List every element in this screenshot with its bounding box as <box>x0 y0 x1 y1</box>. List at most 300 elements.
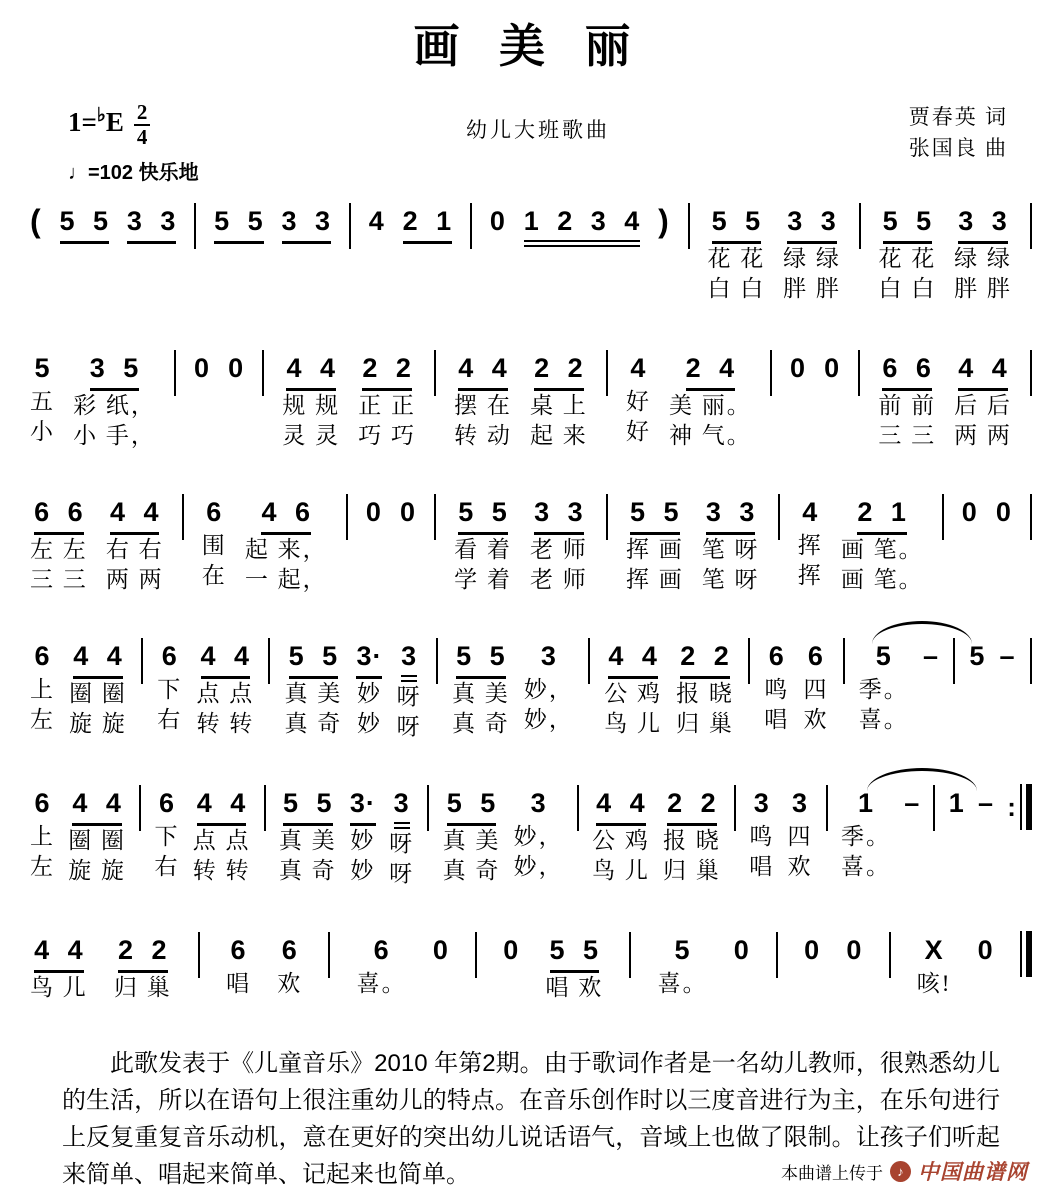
beat-cell <box>443 784 501 886</box>
music-system <box>30 637 1032 742</box>
beat-cell <box>878 349 936 451</box>
note-group: 0 <box>503 935 520 965</box>
beat-cell <box>366 493 382 591</box>
barline <box>470 203 472 249</box>
repeat-dots: : <box>1007 791 1016 822</box>
beat-cell <box>30 202 42 300</box>
beat-cell <box>490 202 506 300</box>
lyric-row-1: 妙 <box>350 828 376 853</box>
barline <box>953 638 955 684</box>
lyric-row-1: 上 <box>30 824 55 849</box>
close-paren: ) <box>658 203 670 239</box>
lyric-row-2: 三 三 <box>878 423 937 448</box>
beat-cell <box>226 931 251 999</box>
lyric-row-1: 鸣 <box>764 677 790 702</box>
lyric-row-2: 喜。 <box>858 707 909 732</box>
note-group: 0 <box>824 353 841 383</box>
lyric-row-2: 挥 <box>797 563 823 588</box>
lyric-row-2: 归 巢 <box>676 711 734 736</box>
lyric-row-1: 鸟 儿 <box>30 975 88 1000</box>
lyric-row-2: 右 <box>154 854 180 879</box>
lyric-row-2: 小 <box>30 419 55 444</box>
tie-arc <box>867 768 977 791</box>
beat-cell <box>708 202 766 304</box>
beat-cell <box>841 493 924 595</box>
lyric-row-1: 真 美 <box>278 828 337 853</box>
note-group: – <box>999 641 1016 671</box>
beat-cell <box>214 202 264 304</box>
note-group: – <box>922 641 939 671</box>
beat-cell <box>114 931 172 1003</box>
barline <box>688 203 690 249</box>
lyric-row-1: 圈 圈 <box>68 828 126 853</box>
lyric-row-2: 旋 旋 <box>68 858 126 883</box>
beat-cell <box>954 202 1012 304</box>
beat-cell <box>400 493 416 591</box>
barline <box>1030 350 1032 396</box>
beat-cell <box>30 637 55 735</box>
lyric-row-2: 白 白 <box>707 276 766 301</box>
lyric-row-1: 四 <box>803 677 829 702</box>
note-group: 3 3 <box>787 202 837 244</box>
note-group: 5 5 <box>289 637 339 679</box>
site-logo-icon: ♪ <box>890 1161 911 1182</box>
beat-cell <box>202 493 227 591</box>
note-group: 3 3 <box>958 202 1008 244</box>
note-group: 2 4 <box>686 349 736 391</box>
beat-cell <box>454 349 512 451</box>
note-group: 4 4 <box>72 784 122 826</box>
lyric-row-1: 喜。 <box>657 971 708 996</box>
lyric-row-2: 转 转 <box>196 711 255 736</box>
beat-cell <box>962 493 978 591</box>
site-brand: 中国曲谱网 <box>918 1161 1028 1184</box>
lyric-row-1: 咳! <box>916 971 952 996</box>
beat-cell <box>1000 637 1016 735</box>
note-group: 0 <box>789 353 806 383</box>
barline <box>268 638 270 684</box>
lyric-row-1: 喜。 <box>356 971 407 996</box>
barline <box>889 932 891 978</box>
beat-cell <box>734 931 750 999</box>
lyric-row-1: 上 <box>30 677 55 702</box>
note-group: 1 <box>948 788 965 818</box>
lyric-row-1: 右 右 <box>105 537 164 562</box>
beat-cell <box>658 931 708 999</box>
beat-cell <box>604 637 662 739</box>
beat-cell <box>60 202 110 304</box>
footnote-paragraph: 此歌发表于《儿童音乐》2010 年第2期。由于歌词作者是一名幼儿教师，很熟悉幼儿的生活，所以在语句上很注重幼儿的特点。在音乐创作时以三度音进行为主，在乐句进行上反复重复音乐动机，意在更好的突出幼儿说话语气，音域上也做了限制。让孩子们听起来简单、唱起来简单、记起来也简单。 <box>62 1050 1000 1188</box>
beat-cell <box>514 784 564 882</box>
site-attribution <box>781 1156 1028 1186</box>
barline <box>843 638 845 684</box>
note-group: 5 5 <box>214 202 264 244</box>
note-group: 0 <box>977 935 994 965</box>
lyric-row-1: 报 晓 <box>676 681 734 706</box>
lyric-row-1: 唱 欢 <box>545 975 604 1000</box>
barline <box>606 350 608 396</box>
lyric-row-1: 报 晓 <box>663 828 721 853</box>
note-group: 5 <box>34 353 51 383</box>
beat-cell <box>196 637 254 739</box>
note-group: 4 <box>802 497 819 527</box>
note-group: 4 4 <box>458 349 508 391</box>
beat-cell <box>917 931 952 999</box>
note-group: 4 <box>368 206 385 236</box>
lyric-row-2: 三 三 <box>30 567 88 592</box>
beat-cell <box>658 202 670 300</box>
lyric-row-1: 规 规 <box>282 393 341 418</box>
music-system <box>30 493 1032 595</box>
lyric-row-2: 胖 胖 <box>954 276 1012 301</box>
barline <box>776 932 778 978</box>
lyricist-credit: 贾春英 词 <box>908 105 1008 129</box>
uploader-label: 本曲谱上传于 <box>781 1163 883 1183</box>
tempo-marking: ♩=102 快乐地 <box>68 162 199 184</box>
key-prefix: 1= <box>68 107 97 138</box>
beat-cell <box>923 637 939 735</box>
lyric-row-1: 左 左 <box>30 537 88 562</box>
lyric-row-2: 呀 <box>396 714 422 739</box>
lyric-row-2: 旋 旋 <box>69 711 127 736</box>
lyric-row-2: 挥 画 <box>625 567 684 592</box>
beat-cell <box>798 493 823 591</box>
lyric-row-1: 下 <box>157 677 183 702</box>
note-group: 0 <box>228 353 245 383</box>
barline <box>434 494 436 540</box>
barline <box>1030 494 1032 540</box>
note-group: 2 2 <box>680 637 730 679</box>
flat-sign: ♭ <box>96 105 106 127</box>
lyric-row-1: 妙， <box>523 677 574 702</box>
barline <box>770 350 772 396</box>
beat-cell <box>193 784 251 886</box>
beat-cell <box>545 931 603 1003</box>
lyric-row-1: 欢 <box>277 971 303 996</box>
barline <box>933 785 935 831</box>
music-line <box>30 637 1032 742</box>
note-group: 3 3 <box>127 202 177 244</box>
barline <box>328 932 330 978</box>
note-group: 4 4 <box>958 349 1008 391</box>
note-group: 3 <box>401 637 417 682</box>
beat-cell <box>978 784 994 882</box>
final-barline <box>1020 931 1032 977</box>
beat-cell <box>969 637 985 735</box>
lyric-row-1: 起 来， <box>244 537 328 562</box>
note-group: 0 <box>804 935 821 965</box>
note-group: 5 5 <box>456 637 506 679</box>
note-group: 0 <box>733 935 750 965</box>
music-line <box>30 493 1032 595</box>
beat-cell <box>30 349 55 447</box>
barline <box>174 350 176 396</box>
beat-cell <box>788 784 813 882</box>
barline <box>629 932 631 978</box>
note-group: 6 <box>206 497 223 527</box>
lyric-row-2: 老 师 <box>530 567 588 592</box>
credits <box>909 102 1008 164</box>
lyric-row-1: 季。 <box>858 677 909 702</box>
note-group: 6 <box>373 935 390 965</box>
music-line <box>30 931 1032 1003</box>
lyric-row-1: 围 <box>201 533 227 558</box>
beat-cell <box>106 493 164 595</box>
beat-cell <box>592 784 650 886</box>
lyric-row-1: 下 <box>154 824 180 849</box>
lyric-row-1: 后 后 <box>954 393 1012 418</box>
beat-cell <box>433 931 449 999</box>
note-group: 6 <box>34 641 51 671</box>
beat-cell <box>397 637 422 742</box>
lyric-row-2: 两 两 <box>105 567 164 592</box>
note-group: 4 4 <box>110 493 160 535</box>
lyric-row-2: 小 手， <box>73 423 156 448</box>
thick-barline <box>1026 931 1032 977</box>
lyric-row-2: 鸟 儿 <box>592 858 650 883</box>
lyric-row-1: 呀 <box>396 684 422 709</box>
note-group: 4 <box>630 353 647 383</box>
note-group: 0 <box>194 353 211 383</box>
note-group: 5 5 <box>883 202 933 244</box>
note-group: 5 5 <box>712 202 762 244</box>
note-group: 3 5 <box>90 349 140 391</box>
note-group: 4 4 <box>608 637 658 679</box>
barline <box>1030 638 1032 684</box>
beat-cell <box>879 202 937 304</box>
barline <box>748 638 750 684</box>
barline <box>588 638 590 684</box>
lyric-row-2: 神 气。 <box>669 423 752 448</box>
note-group: 3· <box>350 784 376 826</box>
key-letter: E <box>105 107 124 138</box>
lyric-row-2: 笔 呀 <box>701 567 760 592</box>
beat-cell <box>452 637 510 739</box>
beat-cell <box>804 931 820 999</box>
lyric-row-2: 学 着 <box>454 567 512 592</box>
lyric-row-2: 欢 <box>803 707 829 732</box>
note-group: 5 5 <box>283 784 333 826</box>
lyric-row-1: 唱 <box>226 971 252 996</box>
note-group: 4 4 <box>596 784 646 826</box>
lyric-row-2: 转 动 <box>454 423 512 448</box>
repeat-end-barline <box>1007 784 1032 830</box>
beat-cell <box>783 202 841 304</box>
note-group: 5 5 <box>447 784 497 826</box>
note-group: 0 <box>961 497 978 527</box>
barline <box>1030 203 1032 249</box>
note-group: – <box>904 788 921 818</box>
barline <box>734 785 736 831</box>
note-group: 3· <box>356 637 382 679</box>
note-group: 6 6 <box>882 349 932 391</box>
note-group: 4 4 <box>73 637 123 679</box>
lyric-row-1: 公 鸡 <box>592 828 650 853</box>
page-title: 画 美 丽 <box>413 21 645 72</box>
note-group: 6 <box>158 788 175 818</box>
lyric-row-2: 真 奇 <box>451 711 510 736</box>
lyric-row-1: 点 点 <box>196 681 255 706</box>
lyric-row-1: 挥 画 <box>625 537 684 562</box>
note-group: 3 3 <box>706 493 756 535</box>
beat-cell <box>790 349 806 447</box>
note-group: 0 <box>489 206 506 236</box>
lyric-row-1: 笔 呀 <box>701 537 760 562</box>
lyric-row-1: 摆 在 <box>454 393 512 418</box>
beat-cell <box>824 349 840 447</box>
lyric-row-1: 归 巢 <box>113 975 172 1000</box>
lyric-row-2: 画 笔。 <box>840 567 924 592</box>
beat-cell <box>30 931 88 1003</box>
lyric-row-1: 点 点 <box>192 828 251 853</box>
barline <box>436 638 438 684</box>
lyric-row-2: 右 <box>157 707 183 732</box>
note-group: 6 6 <box>34 493 84 535</box>
beat-cell <box>127 202 177 304</box>
note-group: – <box>977 788 994 818</box>
lyric-row-1: 老 师 <box>530 537 588 562</box>
barline <box>434 350 436 396</box>
beat-cell <box>904 784 920 882</box>
note-group: 0 <box>432 935 449 965</box>
beat-cell <box>803 637 828 735</box>
lyric-row-1: 美 丽。 <box>669 393 752 418</box>
note-group: 1 2 3 4 <box>524 202 641 247</box>
lyric-row-2: 一 起， <box>244 567 328 592</box>
barline <box>182 494 184 540</box>
beat-cell <box>949 784 965 882</box>
note-group: 2 2 <box>362 349 412 391</box>
note-group: 4 4 <box>201 637 251 679</box>
beat-cell <box>978 931 994 999</box>
note-group: 5 5 <box>550 931 600 973</box>
lyric-row-1: 呀 <box>389 831 415 856</box>
note-group: 0 <box>365 497 382 527</box>
barline <box>778 494 780 540</box>
song-category: 幼儿大班歌曲 <box>466 118 610 142</box>
barline <box>141 638 143 684</box>
beat-cell <box>157 637 182 735</box>
beat-cell <box>503 931 519 999</box>
beat-cell <box>282 202 332 304</box>
beat-cell <box>626 349 651 447</box>
note-group: 2 1 <box>403 202 453 244</box>
note-group: 4 4 <box>34 931 84 973</box>
beat-cell <box>530 349 588 451</box>
barline <box>139 785 141 831</box>
beat-cell <box>749 784 774 882</box>
note-group: X <box>924 935 944 965</box>
note-group: 4 4 <box>286 349 336 391</box>
beat-cell <box>357 931 407 999</box>
lyric-row-1: 花 花 <box>878 246 937 271</box>
lyric-row-2: 白 白 <box>878 276 937 301</box>
barline <box>346 494 348 540</box>
beat-cell <box>524 637 574 735</box>
lyric-row-1: 好 <box>625 389 651 414</box>
note-group: 5 5 <box>60 202 110 244</box>
note-group: 3 <box>753 788 770 818</box>
tie-arc <box>872 621 972 644</box>
beat-cell <box>228 349 244 447</box>
note-group: 6 <box>281 935 298 965</box>
barline <box>427 785 429 831</box>
music-system <box>30 784 1032 889</box>
note-group: 1 <box>857 788 874 818</box>
lyric-row-2: 归 巢 <box>663 858 721 883</box>
music-line <box>30 784 1032 889</box>
lyric-row-2: 在 <box>201 563 227 588</box>
note-group: 3 <box>394 784 410 829</box>
music-system <box>30 202 1032 307</box>
note-group: 6 <box>161 641 178 671</box>
lyric-row-1: 五 <box>30 389 55 414</box>
lyric-row-1: 前 前 <box>878 393 937 418</box>
note-group: 6 <box>34 788 51 818</box>
lyric-row-2: 妙 <box>350 858 376 883</box>
barline <box>577 785 579 831</box>
lyric-row-1: 绿 绿 <box>954 246 1012 271</box>
lyric-row-1: 彩 纸， <box>73 393 156 418</box>
lyric-row-1: 妙， <box>513 824 564 849</box>
note-group: 2 1 <box>857 493 907 535</box>
note-group: 3 <box>530 788 547 818</box>
note-group: 0 <box>399 497 416 527</box>
beat-cell <box>30 784 55 882</box>
beat-cell <box>676 637 734 739</box>
lyric-row-2: 妙， <box>523 707 574 732</box>
music-line <box>30 202 1032 307</box>
lyric-row-2: 真 奇 <box>442 858 501 883</box>
note-group: 2 2 <box>534 349 584 391</box>
lyric-row-2: 唱 <box>764 707 790 732</box>
lyric-row-2: 真 奇 <box>278 858 337 883</box>
composer-credit: 张国良 曲 <box>908 136 1008 160</box>
meter-denominator: 4 <box>136 125 148 149</box>
barline <box>475 932 477 978</box>
note-group: 5 <box>969 641 986 671</box>
lyric-row-2: 左 <box>30 854 55 879</box>
beat-cell <box>154 784 179 882</box>
thick-barline <box>1026 784 1032 830</box>
beat-cell <box>73 349 156 451</box>
lyric-row-1: 看 着 <box>454 537 512 562</box>
beat-cell <box>358 349 416 451</box>
note-group: 3 3 <box>534 493 584 535</box>
note-group: 4 6 <box>261 493 311 535</box>
beat-cell <box>859 637 909 735</box>
beat-cell <box>30 493 88 595</box>
beat-cell <box>841 784 891 882</box>
beat-cell <box>524 202 641 307</box>
beat-cell <box>350 784 376 886</box>
beat-cell <box>530 493 588 595</box>
barline <box>606 494 608 540</box>
meter-numerator: 2 <box>134 102 151 126</box>
lyric-row-2: 唱 <box>749 854 775 879</box>
beat-cell <box>285 637 343 739</box>
thin-barline <box>1020 931 1022 977</box>
note-group: 6 <box>768 641 785 671</box>
lyric-row-2: 两 两 <box>954 423 1012 448</box>
beat-cell <box>277 931 302 999</box>
thin-barline <box>1020 784 1022 830</box>
beat-cell <box>68 784 126 886</box>
lyric-row-2: 呀 <box>389 861 415 886</box>
lyric-row-1: 正 正 <box>358 393 416 418</box>
note-group: 5 <box>674 935 691 965</box>
beat-cell <box>764 637 789 735</box>
